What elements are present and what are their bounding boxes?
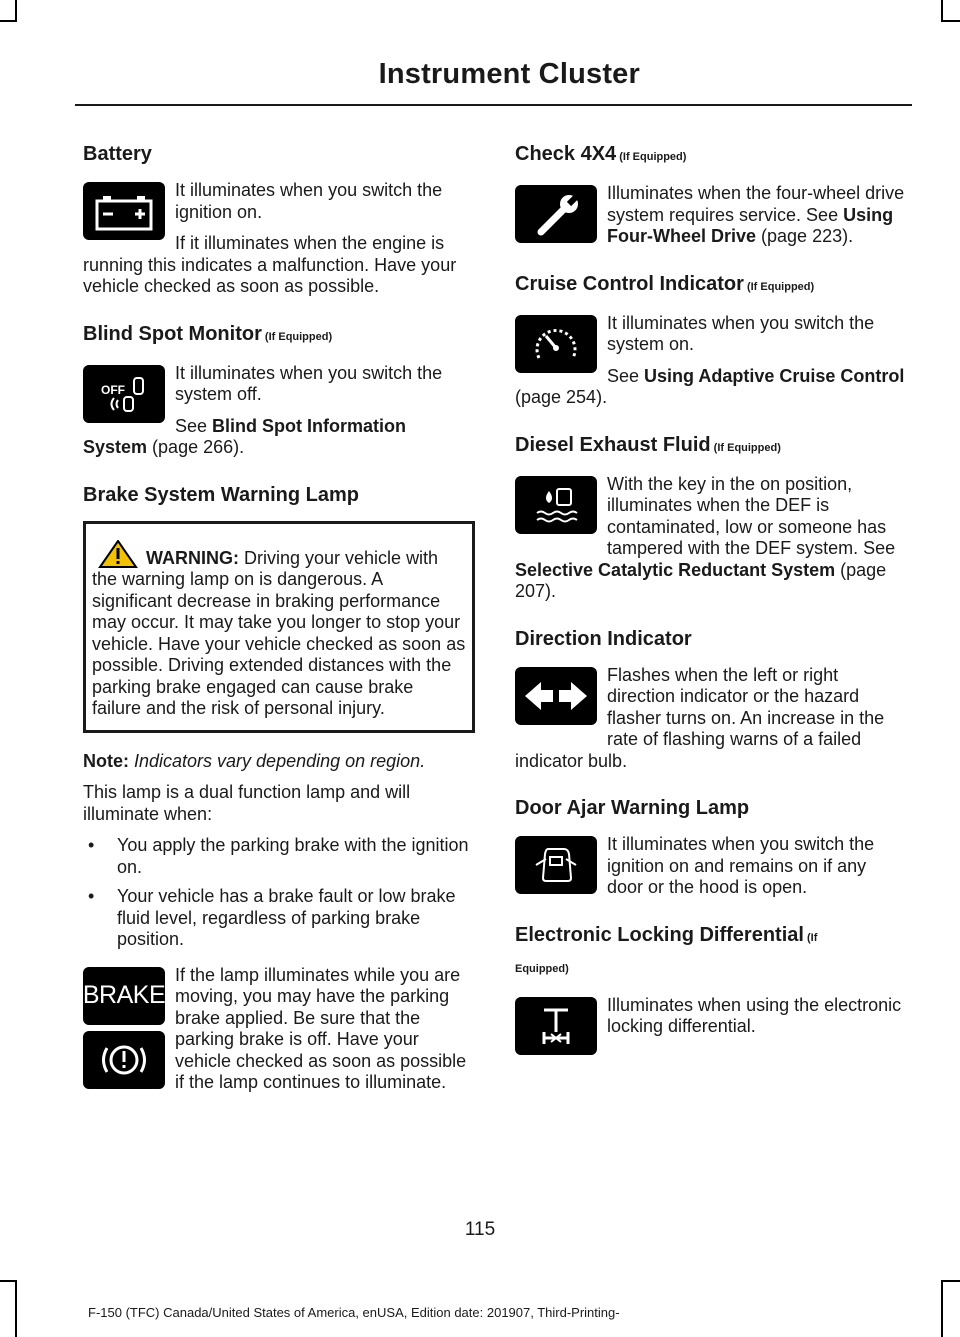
page-number: 115 [464,1219,496,1240]
wrench-icon [515,185,597,243]
title-text: Diesel Exhaust Fluid [515,433,711,456]
section-title: Brake System Warning Lamp [83,483,360,506]
section-direction [515,625,907,773]
warning-label: WARNING: [146,547,239,568]
section-door-ajar [515,794,907,899]
icon-off-text: OFF [101,382,125,397]
title-text: Check 4X4 [515,143,617,165]
brake-conditions-list [83,835,475,951]
list-item: • You apply the parking brake with the ignition on. [83,835,475,878]
xref-link[interactable]: Using Four-Wheel Drive [607,204,894,246]
title-text: Blind Spot Monitor [83,322,262,345]
right-column [515,140,907,1063]
section-title: Battery [83,143,152,165]
brake-circle-exclamation-icon [83,1031,165,1089]
crop-mark [15,0,17,22]
xref-link[interactable]: Blind Spot Information System [83,415,407,457]
page-ref: (page 266). [147,437,245,457]
warning-triangle-icon [98,540,138,568]
warning-text [92,540,466,720]
crop-mark [941,0,943,22]
if-equipped: (If Equipped) [616,151,687,163]
page-title: Instrument Cluster [378,58,640,90]
title-text: Cruise Control Indicator [515,272,744,295]
elocker-desc: Illuminates when using the electronic locking differential. [607,994,902,1036]
crop-mark [941,20,960,22]
section-battery [83,140,475,298]
def-fluid-icon [515,476,597,534]
door-ajar-desc: It illuminates when you switch the ignition on and remains on if any door or the hood is open. [607,834,875,897]
crop-mark [0,20,17,22]
if-equipped: (If Equipped) [743,280,815,293]
note-body: Indicators vary depending on region. [129,750,426,771]
door-ajar-icon [515,836,597,894]
locking-differential-icon [515,997,597,1055]
battery-desc-2: If it illuminates when the engine is running this indicates a malfunction. Have your vehicle checked as soon as possible. [83,233,457,296]
note [83,751,475,773]
turn-signal-arrows-icon [515,667,597,725]
section-brake [83,481,475,1094]
battery-desc-1: It illuminates when you switch the ignition on. [175,180,443,222]
section-title: Door Ajar Warning Lamp [515,797,750,819]
section-title [515,921,907,983]
section-blind-spot [83,320,475,459]
section-title [83,320,475,351]
brake-icons [83,965,165,1089]
blind-spot-off-icon [83,365,165,423]
if-equipped: (If Equipped) [710,441,781,454]
page-ref: (page 254). [515,387,608,407]
list-item: • Your vehicle has a brake fault or low brake fluid level, regardless of parking brake position. [83,886,475,951]
crop-mark [941,1280,960,1282]
section-check-4x4 [515,140,907,248]
brake-desc: If the lamp illuminates while you are moving, you may have the parking brake applied. Be sure that the parking brake is off. Have your vehicle checked as soon as possible if the lamp continues to illuminate. [175,964,467,1092]
if-equipped-cont: Equipped) [515,962,569,975]
xref-link[interactable]: Selective Catalytic Reductant System [515,559,836,580]
xref-link[interactable]: Using Adaptive Cruise Control [644,365,905,386]
desc-text: Illuminates when the four-wheel drive system requires service. See [607,183,905,225]
section-title [515,431,907,462]
if-equipped: (If [803,931,818,944]
cruise-desc: It illuminates when you switch the system on. [607,312,875,354]
direction-desc: Flashes when the left or right direction indicator or the hazard flasher turns on. An increase in the rate of flashing warns of a failed indicator bulb. [515,664,885,771]
title-text: Electronic Locking Differential [515,923,804,946]
brake-text-icon [83,967,165,1025]
see-text: See [607,365,645,386]
page-ref: (page 207). [515,559,887,601]
brake-icon-label: BRAKE [82,981,166,1009]
warning-box [83,521,475,733]
note-label: Note: [83,750,129,771]
crop-mark [941,1280,943,1337]
if-equipped: (If Equipped) [261,330,333,343]
battery-icon [83,182,165,240]
desc-text: With the key in the on position, illuminates when the DEF is contaminated, low or someone has tampered with the DEF system. See [607,473,896,558]
section-title [515,140,907,171]
warning-body: Driving your vehicle with the warning lamp on is dangerous. A significant decrease in braking performance may occur. It may take you longer to stop your vehicle. Have your vehicle checked as soon as possible. Driving extended distances with the parking brake engaged can cause brake failure and the risk of personal injury. [92,547,466,718]
crop-mark [0,1280,17,1282]
header-divider [75,104,912,106]
edition-info: F-150 (TFC) Canada/United States of America, enUSA, Edition date: 201907, Third-Printing- [88,1305,620,1320]
section-cruise [515,270,907,409]
blind-spot-desc: It illuminates when you switch the system off. [175,362,443,404]
left-column [83,140,475,1116]
section-def [515,431,907,603]
page-ref: (page 223). [756,226,854,246]
section-title [515,270,907,301]
section-title: Direction Indicator [515,627,692,650]
brake-intro: This lamp is a dual function lamp and will illuminate when: [83,782,411,824]
section-elocker [515,921,907,1038]
crop-mark [15,1280,17,1337]
see-text: See [175,415,213,436]
speedometer-icon [515,315,597,373]
